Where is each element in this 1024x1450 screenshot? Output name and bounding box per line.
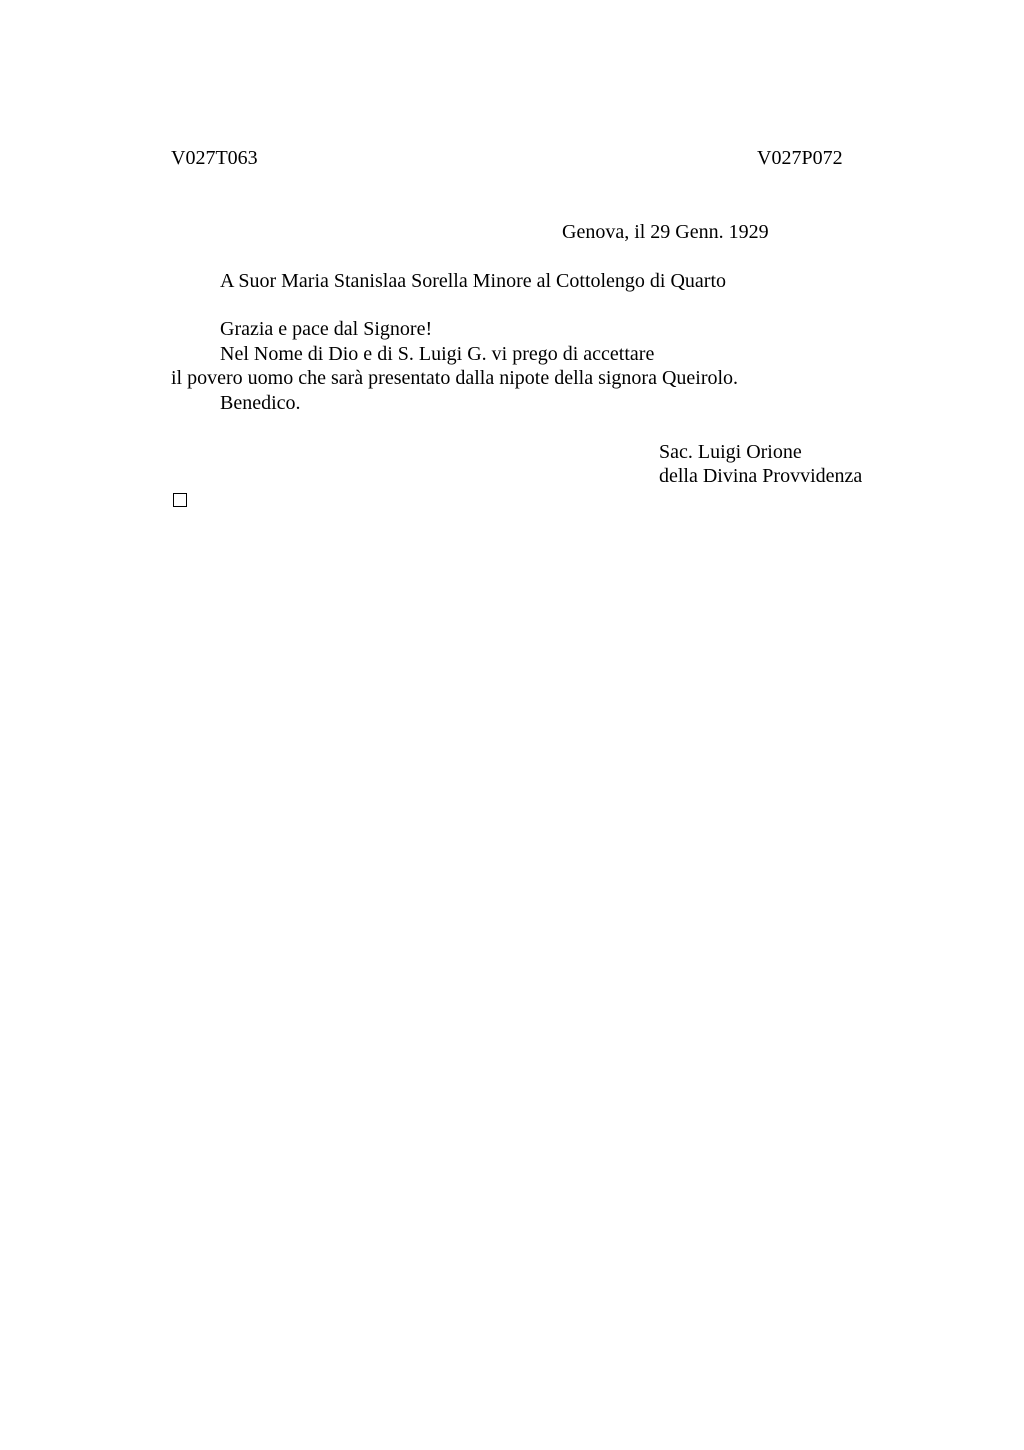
letter-date: Genova, il 29 Genn. 1929 — [562, 221, 769, 243]
letter-body-line: il povero uomo che sarà presentato dalla nipote della signora Queirolo. — [171, 367, 739, 389]
document-code-right: V027P072 — [757, 147, 843, 169]
document-code-left: V027T063 — [171, 147, 258, 169]
letter-closing: Benedico. — [220, 392, 301, 414]
letter-addressee: A Suor Maria Stanislaa Sorella Minore al Cottolengo di Quarto — [220, 270, 727, 292]
letter-salutation: Grazia e pace dal Signore! — [220, 318, 433, 340]
letter-body-line: Nel Nome di Dio e di S. Luigi G. vi prego di accettare — [220, 343, 655, 365]
signature-title: della Divina Provvidenza — [659, 465, 863, 487]
signature-name: Sac. Luigi Orione — [659, 441, 802, 463]
empty-square-icon — [173, 493, 187, 507]
